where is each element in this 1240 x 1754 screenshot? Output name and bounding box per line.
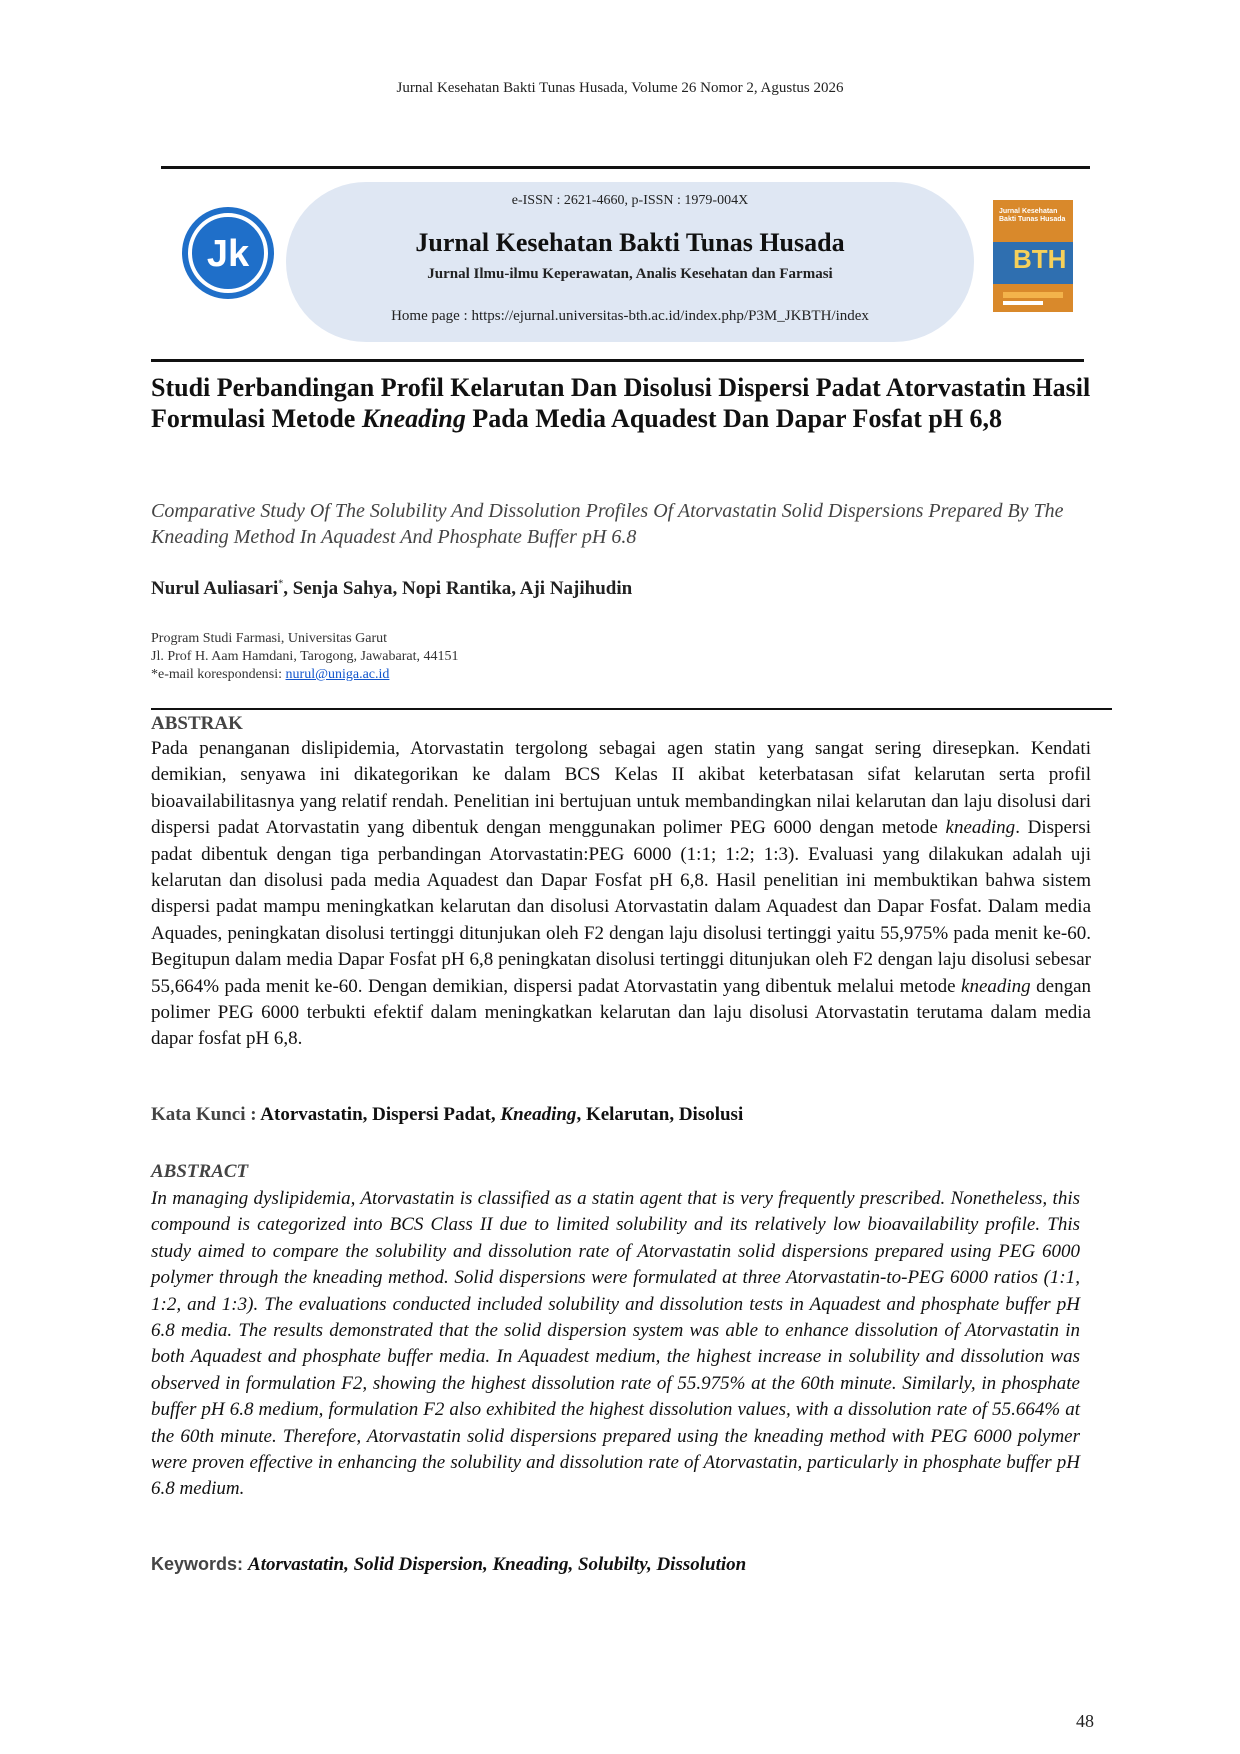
authors-rest: , Senja Sahya, Nopi Rantika, Aji Najihudin	[283, 578, 633, 599]
jk-logo-icon	[178, 203, 278, 303]
journal-logo	[178, 203, 278, 303]
keywords-values: Atorvastatin, Solid Dispersion, Kneading, Solubilty, Dissolution	[248, 1554, 747, 1575]
logo-text: Jk	[206, 233, 250, 275]
abstrak-heading: ABSTRAK	[151, 713, 243, 734]
header-rule-bottom	[151, 359, 1084, 362]
email-label: *e-mail korespondensi:	[151, 667, 286, 682]
title-part-1: Studi Perbandingan Profil Kelarutan Dan Disolusi Dispersi Padat Atorvastatin Hasil Formulasi Metode	[151, 373, 1091, 433]
keywords-label: Keywords:	[151, 1554, 249, 1574]
corresponding-mark: *	[278, 578, 284, 590]
article-title	[151, 372, 1111, 434]
kw-part-2: , Kelarutan, Disolusi	[576, 1104, 744, 1125]
affiliation-line-1: Program Studi Farmasi, Universitas Garut	[151, 631, 388, 646]
kata-kunci	[151, 1104, 1111, 1126]
kata-kunci-values	[260, 1104, 743, 1125]
kata-kunci-label: Kata Kunci :	[151, 1104, 261, 1125]
cover-title: Jurnal Kesehatan Bakti Tunas Husada	[999, 208, 1066, 223]
email-link[interactable]: nurul@uniga.ac.id	[285, 667, 390, 682]
page-number: 48	[1076, 1711, 1094, 1731]
title-part-2: Pada Media Aquadest Dan Dapar Fosfat pH 6,8	[465, 404, 1003, 433]
issn: e-ISSN : 2621-4660, p-ISSN : 1979-004X	[511, 193, 749, 208]
email-line	[151, 666, 951, 684]
affiliation	[151, 630, 951, 684]
kw-italic: Kneading	[500, 1104, 577, 1125]
abstrak-part-1: Pada penanganan dislipidemia, Atorvastatin tergolong sebagai agen statin yang sangat sering diresepkan. Kendati demikian, senyawa ini dikategorikan ke dalam BCS Kelas II akibat keterbatasan sifat kelarutan serta profil bioavailabilitasnya yang relatif rendah. Penelitian ini bertujuan untuk membandingkan nilai kelarutan dan laju disolusi dari dispersi padat Atorvastatin yang dibentuk dengan menggunakan polimer PEG 6000 dengan metode	[151, 738, 1091, 839]
author-first: Nurul Auliasari	[151, 578, 279, 599]
abstrak-part-2: . Dispersi padat dibentuk dengan tiga perbandingan Atorvastatin:PEG 6000 (1:1; 1:2; 1:3). Evaluasi yang dilakukan adalah uji kelarutan dan disolusi pada media Aquadest dan Dapar Fosfat pH 6,8. Hasil penelitian ini membuktikan bahwa sistem dispersi padat mampu meningkatkan kelarutan dan disolusi Atorvastatin dalam Aquadest dan Dapar Fosfat. Dalam media Aquades, peningkatan disolusi tertinggi ditunjukan oleh F2 dengan laju disolusi tertinggi yaitu 55,975% pada menit ke-60. Begitupun dalam media Dapar Fosfat pH 6,8 peningkatan disolusi tertinggi ditunjukan oleh F2 dengan laju disolusi sebesar 55,664% pada menit ke-60. Dengan demikian, dispersi padat Atorvastatin yang dibentuk melalui metode	[151, 817, 1091, 997]
article-title-english: Comparative Study Of The Solubility And Dissolution Profiles Of Atorvastatin Solid Dispersions Prepared By The Kneading Method In Aquadest And Phosphate Buffer pH 6.8	[151, 500, 1064, 548]
abstrak-italic-1: kneading	[945, 817, 1016, 839]
abstract-text: In managing dyslipidemia, Atorvastatin is classified as a statin agent that is very frequently prescribed. Nonetheless, this compound is categorized into BCS Class II due to limited solubility and its relatively low bioavailability profile. This study aimed to compare the solubility and dissolution rate of Atorvastatin solid dispersions prepared using PEG 6000 polymer through the kneading method. Solid dispersions were formulated at three Atorvastatin-to-PEG 6000 ratios (1:1, 1:2, and 1:3). The evaluations conducted included solubility and dissolution tests in Aquadest and phosphate buffer pH 6.8 media. The results demonstrated that the solid dispersion system was able to enhance dissolution of Atorvastatin in both Aquadest and phosphate buffer media. In Aquadest medium, the highest increase in solubility and dissolution was observed in formulation F2, showing the highest dissolution rate of 55.975% at the 60th minute. Similarly, in phosphate buffer pH 6.8 medium, formulation F2 also exhibited the highest dissolution values, with a dissolution rate of 55.664% at the 60th minute. Therefore, Atorvastatin solid dispersions prepared using the kneading method with PEG 6000 polymer were proven effective in enhancing the solubility and dissolution rate of Atorvastatin, particularly in phosphate buffer pH 6.8 medium.	[151, 1188, 1080, 1500]
journal-subtitle: Jurnal Ilmu-ilmu Keperawatan, Analis Kesehatan dan Farmasi	[427, 266, 833, 282]
affiliation-line-2: Jl. Prof H. Aam Hamdani, Tarogong, Jawabarat, 44151	[151, 649, 459, 664]
running-head: Jurnal Kesehatan Bakti Tunas Husada, Volume 26 Nomor 2, Agustus 2026	[396, 80, 844, 96]
header-rule-top	[161, 166, 1090, 169]
authors	[151, 578, 1111, 600]
journal-title: Jurnal Kesehatan Bakti Tunas Husada	[415, 228, 845, 257]
keywords	[151, 1554, 1111, 1576]
abstract-heading: ABSTRACT	[151, 1161, 249, 1182]
cover-mark: BTH	[1013, 244, 1067, 274]
cover-stripe-small	[1003, 301, 1043, 305]
abstrak-part-3: dengan polimer PEG 6000 terbukti efektif dalam meningkatkan kelarutan dan laju disolusi Atorvastatin terutama dalam media dapar fosfat pH 6,8.	[151, 975, 1092, 1050]
journal-cover	[993, 200, 1073, 312]
title-italic: Kneading	[361, 404, 466, 433]
abstract-rule	[151, 708, 1112, 710]
kw-part-1: Atorvastatin, Dispersi Padat,	[260, 1104, 501, 1125]
abstrak-italic-2: kneading	[961, 975, 1031, 997]
abstrak-text	[151, 736, 1091, 1053]
journal-homepage[interactable]: Home page : https://ejurnal.universitas-bth.ac.id/index.php/P3M_JKBTH/index	[391, 308, 869, 324]
cover-stripe	[1003, 292, 1063, 298]
